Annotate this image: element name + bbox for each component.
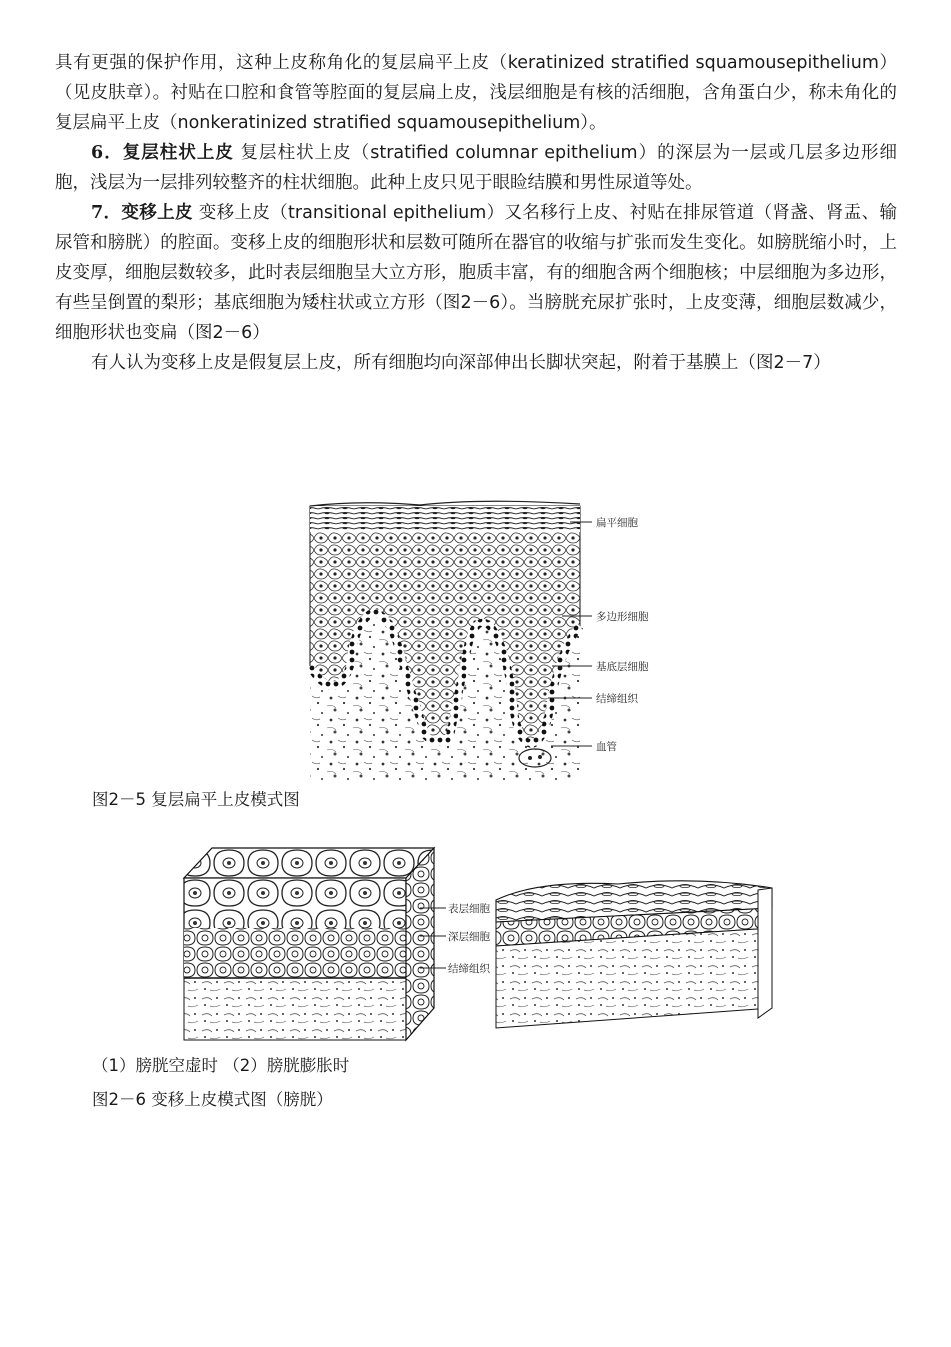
label-superficial-cell: 表层细胞 (448, 903, 490, 915)
paragraph-transitional (55, 198, 897, 348)
paragraph-text: 复层柱状上皮（stratified columnar epithelium）的深层为一层或几层多边形细胞，浅层为一层排列较整齐的柱状细胞。此种上皮只见于眼睑结膜和男性尿道等处。 (55, 143, 898, 193)
label-connective-tissue: 结缔组织 (596, 693, 638, 705)
paragraph-pseudostratified: 有人认为变移上皮是假复层上皮，所有细胞均向深部伸出长脚状突起，附着于基膜上（图2－7） (91, 353, 831, 373)
paragraph-text: 变移上皮（transitional epithelium）又名移行上皮、衬贴在排尿管道（肾盏、肾盂、输尿管和膀胱）的腔面。变移上皮的细胞形状和层数可随所在器官的收缩与扩张而发生变化。如膀胱缩小时，上皮变厚，细胞层数较多，此时表层细胞呈大立方形，胞质丰富，有的细胞含两个细胞核；中层细胞为多边形，有些呈倒置的梨形；基底细胞为矮柱状或立方形（图2－6）。当膀胱充尿扩张时，上皮变薄，细胞层数减少，细胞形状也变扁（图2－6） (55, 203, 898, 343)
label-basal-cell: 基底层细胞 (596, 661, 649, 673)
figure-caption-2-5: 图2－5 复层扁平上皮模式图 (92, 790, 300, 809)
figure-caption-2-6: 图2－6 变移上皮模式图（膀胱） (92, 1090, 333, 1109)
paragraph-stratified-columnar (55, 138, 897, 198)
stratified-squamous-illustration (300, 496, 672, 786)
document-body (55, 48, 897, 378)
label-deep-cell: 深层细胞 (448, 931, 490, 943)
label-blood-vessel: 血管 (596, 741, 617, 753)
distended-bladder-block (496, 881, 772, 1028)
section-heading: 复层柱状上皮 (122, 143, 234, 163)
section-number: 6． (91, 143, 123, 163)
figure-transitional (178, 818, 780, 1046)
transitional-epithelium-illustration (178, 818, 780, 1046)
paragraph-keratinized: 具有更强的保护作用，这种上皮称角化的复层扁平上皮（keratinized stratified squamousepithelium）（见皮肤章）。衬贴在口腔和食管等腔面的复层扁上皮，浅层细胞是有核的活细胞，含角蛋白少，称未角化的复层扁平上皮（nonkeratinized stratified squamousepithelium）。 (55, 53, 897, 133)
figure-stratified-squamous (300, 496, 672, 786)
label-connective-tissue-2: 结缔组织 (448, 963, 490, 975)
section-heading: 变移上皮 (121, 203, 193, 223)
label-squamous-cell: 扁平细胞 (596, 517, 638, 529)
section-number: 7． (91, 203, 122, 223)
empty-bladder-block (184, 848, 434, 1040)
label-polygonal-cell: 多边形细胞 (596, 611, 649, 623)
figure-subcaption-2-6: （1）膀胱空虚时 （2）膀胱膨胀时 (92, 1056, 350, 1075)
